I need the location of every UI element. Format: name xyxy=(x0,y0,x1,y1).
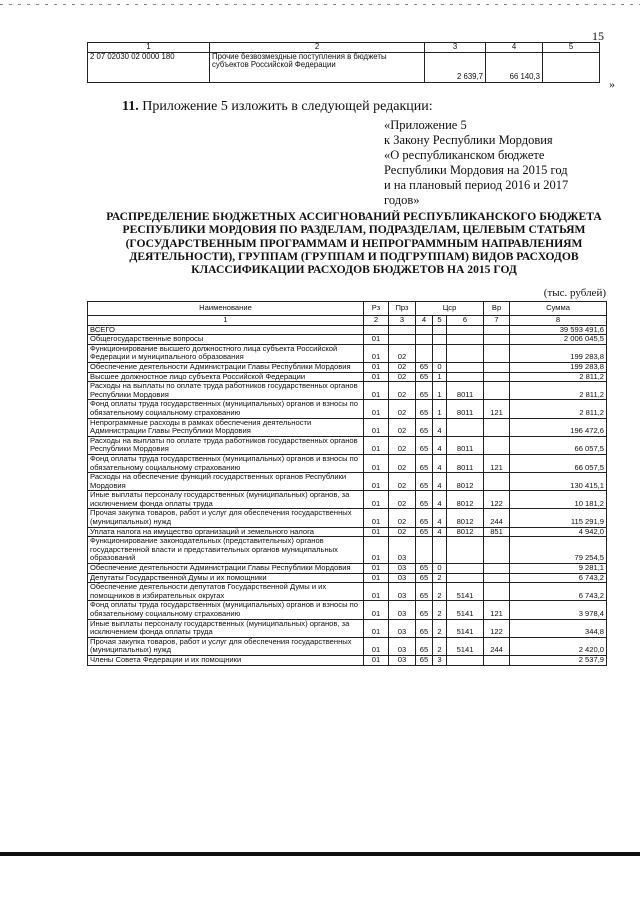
row-csr-program: 65 xyxy=(416,362,433,372)
row-vr: 121 xyxy=(484,454,510,472)
row-sum: 199 283,8 xyxy=(510,362,607,372)
row-name: Функционирование законодательных (представительных) органов государственной власти и представительных органов муниципальных образований xyxy=(88,537,364,564)
row-rz: 01 xyxy=(364,372,389,382)
header-sum: Сумма xyxy=(510,302,607,316)
row-name: Высшее должностное лицо субъекта Российской Федерации xyxy=(88,372,364,382)
row-csr-direction: 5141 xyxy=(447,637,484,655)
section-number: 11. xyxy=(122,99,139,114)
row-prz: 02 xyxy=(389,527,416,537)
row-prz: 02 xyxy=(389,473,416,491)
row-csr-direction: 5141 xyxy=(447,601,484,619)
row-prz: 02 xyxy=(389,454,416,472)
table-row xyxy=(88,619,607,637)
row-csr-direction: 8012 xyxy=(447,509,484,527)
row-rz: 01 xyxy=(364,454,389,472)
row-sum: 344,8 xyxy=(510,619,607,637)
row-sum: 4 942,0 xyxy=(510,527,607,537)
row-name: Фонд оплаты труда государственных (муниципальных) органов и взносы по обязательному социальному страхованию xyxy=(88,601,364,619)
row-csr-subprogram: 4 xyxy=(433,418,447,436)
table-row xyxy=(88,655,607,665)
section-heading xyxy=(122,99,433,115)
row-csr-subprogram: 4 xyxy=(433,436,447,454)
row-prz: 02 xyxy=(389,382,416,400)
row-csr-direction: 8012 xyxy=(447,527,484,537)
row-rz: 01 xyxy=(364,619,389,637)
row-csr-direction: 8011 xyxy=(447,382,484,400)
row-prz: 02 xyxy=(389,344,416,362)
row-csr-subprogram xyxy=(433,344,447,362)
row-sum: 66 057,5 xyxy=(510,436,607,454)
row-csr-program xyxy=(416,325,433,335)
row-vr xyxy=(484,335,510,345)
row-csr-program: 65 xyxy=(416,573,433,583)
row-vr xyxy=(484,583,510,601)
row-csr-subprogram: 4 xyxy=(433,473,447,491)
row-sum: 66 057,5 xyxy=(510,454,607,472)
row-prz: 03 xyxy=(389,655,416,665)
row-csr-program: 65 xyxy=(416,527,433,537)
table-number-row xyxy=(88,316,607,326)
row-rz: 01 xyxy=(364,362,389,372)
row-vr: 122 xyxy=(484,619,510,637)
top-row-col3: 2 639,7 xyxy=(425,52,486,82)
row-csr-program: 65 xyxy=(416,454,433,472)
row-prz: 02 xyxy=(389,491,416,509)
row-rz: 01 xyxy=(364,655,389,665)
page-number: 15 xyxy=(592,29,604,43)
row-vr xyxy=(484,344,510,362)
row-csr-program: 65 xyxy=(416,372,433,382)
row-vr xyxy=(484,418,510,436)
table-row xyxy=(88,537,607,564)
row-rz: 01 xyxy=(364,573,389,583)
row-sum: 39 593 491,6 xyxy=(510,325,607,335)
header-csr: Цср xyxy=(416,302,484,316)
row-sum: 10 181,2 xyxy=(510,491,607,509)
top-table xyxy=(87,42,600,83)
row-csr-program: 65 xyxy=(416,382,433,400)
table-row xyxy=(88,509,607,527)
top-row-code: 2 07 02030 02 0000 180 xyxy=(88,52,210,82)
row-prz: 02 xyxy=(389,372,416,382)
row-csr-subprogram: 2 xyxy=(433,573,447,583)
appendix-reference: «Приложение 5 к Закону Республики Мордовия «О республиканском бюджете Республики Мордовия на 2015 год и на плановый период 2016 и 2017 годов» xyxy=(384,118,569,207)
row-prz: 03 xyxy=(389,564,416,574)
row-prz: 02 xyxy=(389,362,416,372)
table-row xyxy=(88,362,607,372)
column-number: 3 xyxy=(389,316,416,326)
row-csr-subprogram: 2 xyxy=(433,619,447,637)
row-prz xyxy=(389,325,416,335)
table-row xyxy=(88,564,607,574)
table-row xyxy=(88,601,607,619)
row-vr xyxy=(484,362,510,372)
table-row xyxy=(88,344,607,362)
row-csr-subprogram: 0 xyxy=(433,564,447,574)
table-row xyxy=(88,325,607,335)
row-name: Прочая закупка товаров, работ и услуг для обеспечения государственных (муниципальных) нужд xyxy=(88,509,364,527)
table-row xyxy=(88,573,607,583)
column-number: 8 xyxy=(510,316,607,326)
row-csr-subprogram: 4 xyxy=(433,491,447,509)
row-csr-program: 65 xyxy=(416,436,433,454)
row-prz: 03 xyxy=(389,583,416,601)
row-sum: 2 420,0 xyxy=(510,637,607,655)
table-row xyxy=(88,418,607,436)
row-prz: 02 xyxy=(389,436,416,454)
section-text: Приложение 5 изложить в следующей редакции: xyxy=(142,99,433,114)
row-csr-direction xyxy=(447,564,484,574)
row-vr xyxy=(484,564,510,574)
row-sum: 199 283,8 xyxy=(510,344,607,362)
row-sum: 6 743,2 xyxy=(510,583,607,601)
row-prz xyxy=(389,335,416,345)
column-number: 5 xyxy=(433,316,447,326)
row-rz: 01 xyxy=(364,473,389,491)
row-name: Расходы на выплаты по оплате труда работников государственных органов Республики Мордовия xyxy=(88,382,364,400)
row-prz: 03 xyxy=(389,619,416,637)
row-vr xyxy=(484,382,510,400)
top-header-cell: 4 xyxy=(486,43,543,53)
column-number: 1 xyxy=(88,316,364,326)
table-row xyxy=(88,335,607,345)
table-row xyxy=(88,527,607,537)
row-prz: 02 xyxy=(389,418,416,436)
table-row xyxy=(88,400,607,418)
row-csr-program: 65 xyxy=(416,583,433,601)
row-csr-program: 65 xyxy=(416,564,433,574)
row-rz: 01 xyxy=(364,601,389,619)
row-vr: 121 xyxy=(484,400,510,418)
bottom-rule xyxy=(0,852,640,856)
row-rz: 01 xyxy=(364,583,389,601)
table-row xyxy=(88,382,607,400)
row-csr-program xyxy=(416,335,433,345)
row-csr-program: 65 xyxy=(416,637,433,655)
row-rz: 01 xyxy=(364,382,389,400)
row-csr-subprogram: 4 xyxy=(433,509,447,527)
row-vr xyxy=(484,655,510,665)
row-csr-subprogram: 4 xyxy=(433,527,447,537)
row-name: Депутаты Государственной Думы и их помощники xyxy=(88,573,364,583)
row-csr-direction xyxy=(447,335,484,345)
row-rz: 01 xyxy=(364,436,389,454)
table-row xyxy=(88,491,607,509)
row-prz: 03 xyxy=(389,637,416,655)
row-rz: 01 xyxy=(364,637,389,655)
row-rz: 01 xyxy=(364,335,389,345)
row-csr-direction: 5141 xyxy=(447,583,484,601)
scan-top-edge xyxy=(0,4,640,5)
row-csr-subprogram: 3 xyxy=(433,655,447,665)
row-csr-direction: 8011 xyxy=(447,400,484,418)
row-prz: 03 xyxy=(389,601,416,619)
row-vr: 122 xyxy=(484,491,510,509)
row-csr-subprogram: 2 xyxy=(433,601,447,619)
row-csr-program: 65 xyxy=(416,473,433,491)
header-prz: Прз xyxy=(389,302,416,316)
row-sum: 6 743,2 xyxy=(510,573,607,583)
top-header-cell: 5 xyxy=(543,43,600,53)
row-name: Функционирование высшего должностного лица субъекта Российской Федерации и муниципального образования xyxy=(88,344,364,362)
table-row xyxy=(88,454,607,472)
column-number: 4 xyxy=(416,316,433,326)
row-csr-program: 65 xyxy=(416,601,433,619)
row-sum: 9 281,1 xyxy=(510,564,607,574)
budget-rows xyxy=(88,325,607,665)
row-csr-direction xyxy=(447,362,484,372)
row-name: Иные выплаты персоналу государственных (муниципальных) органов, за исключением фонда оплаты труда xyxy=(88,619,364,637)
top-header-cell: 1 xyxy=(88,43,210,53)
row-rz: 01 xyxy=(364,509,389,527)
header-name: Наименование xyxy=(88,302,364,316)
row-rz: 01 xyxy=(364,344,389,362)
row-name: Прочая закупка товаров, работ и услуг для обеспечения государственных (муниципальных) нужд xyxy=(88,637,364,655)
row-sum: 2 811,2 xyxy=(510,382,607,400)
row-csr-program: 65 xyxy=(416,619,433,637)
row-vr xyxy=(484,537,510,564)
table-row xyxy=(88,372,607,382)
row-sum: 79 254,5 xyxy=(510,537,607,564)
row-csr-subprogram xyxy=(433,335,447,345)
row-rz: 01 xyxy=(364,491,389,509)
table-header-row xyxy=(88,302,607,316)
header-vr: Вр xyxy=(484,302,510,316)
row-vr: 851 xyxy=(484,527,510,537)
row-name: Расходы на выплаты по оплате труда работников государственных органов Республики Мордовия xyxy=(88,436,364,454)
row-csr-direction xyxy=(447,372,484,382)
top-header-cell: 2 xyxy=(210,43,425,53)
row-vr: 244 xyxy=(484,637,510,655)
row-csr-program xyxy=(416,344,433,362)
top-table-row xyxy=(88,52,600,82)
top-row-name: Прочие безвозмездные поступления в бюджеты субъектов Российской Федерации xyxy=(210,52,425,82)
row-sum: 115 291,9 xyxy=(510,509,607,527)
row-vr xyxy=(484,573,510,583)
top-table-header xyxy=(88,43,600,53)
row-csr-direction xyxy=(447,537,484,564)
row-csr-direction xyxy=(447,573,484,583)
column-number: 7 xyxy=(484,316,510,326)
row-csr-program: 65 xyxy=(416,418,433,436)
row-csr-subprogram: 4 xyxy=(433,454,447,472)
row-csr-program xyxy=(416,537,433,564)
row-vr xyxy=(484,436,510,454)
row-csr-program: 65 xyxy=(416,509,433,527)
row-name: Обеспечение деятельности депутатов Государственной Думы и их помощников в избирательных округах xyxy=(88,583,364,601)
top-row-col5 xyxy=(543,52,600,82)
row-rz: 01 xyxy=(364,537,389,564)
table-row xyxy=(88,583,607,601)
row-vr: 244 xyxy=(484,509,510,527)
row-csr-program: 65 xyxy=(416,400,433,418)
row-name: Уплата налога на имущество организаций и земельного налога xyxy=(88,527,364,537)
row-prz: 02 xyxy=(389,400,416,418)
row-name: Непрограммные расходы в рамках обеспечения деятельности Администрации Главы Республики Мордовия xyxy=(88,418,364,436)
closing-quote: » xyxy=(609,77,615,91)
row-prz: 03 xyxy=(389,537,416,564)
row-csr-direction: 5141 xyxy=(447,619,484,637)
row-rz xyxy=(364,325,389,335)
row-csr-subprogram: 2 xyxy=(433,583,447,601)
row-name: ВСЕГО xyxy=(88,325,364,335)
top-row-col4: 66 140,3 xyxy=(486,52,543,82)
row-name: Обеспечение деятельности Администрации Главы Республики Мордовия xyxy=(88,362,364,372)
document-title: РАСПРЕДЕЛЕНИЕ БЮДЖЕТНЫХ АССИГНОВАНИЙ РЕСПУБЛИКАНСКОГО БЮДЖЕТА РЕСПУБЛИКИ МОРДОВИЯ ПО РАЗДЕЛАМ, ПОДРАЗДЕЛАМ, ЦЕЛЕВЫМ СТАТЬЯМ (ГОСУДАРСТВЕННЫМ ПРОГРАММАМ И НЕПРОГРАММНЫМ НАПРАВЛЕНИЯМ ДЕЯТЕЛЬНОСТИ), ГРУППАМ (ГРУППАМ И ПОДГРУППАМ) ВИДОВ РАСХОДОВ КЛАССИФИКАЦИИ РАСХОДОВ БЮДЖЕТОВ НА 2015 ГОД xyxy=(106,210,602,277)
row-name: Расходы на обеспечение функций государственных органов Республики Мордовия xyxy=(88,473,364,491)
row-name: Общегосударственные вопросы xyxy=(88,335,364,345)
row-csr-subprogram xyxy=(433,325,447,335)
row-rz: 01 xyxy=(364,564,389,574)
row-csr-direction xyxy=(447,655,484,665)
budget-table xyxy=(87,301,607,666)
row-csr-subprogram: 1 xyxy=(433,400,447,418)
row-sum: 196 472,6 xyxy=(510,418,607,436)
row-prz: 03 xyxy=(389,573,416,583)
row-name: Иные выплаты персоналу государственных (муниципальных) органов, за исключением фонда оплаты труда xyxy=(88,491,364,509)
row-sum: 2 811,2 xyxy=(510,400,607,418)
row-name: Обеспечение деятельности Администрации Главы Республики Мордовия xyxy=(88,564,364,574)
row-sum: 2 537,9 xyxy=(510,655,607,665)
row-rz: 01 xyxy=(364,418,389,436)
row-csr-program: 65 xyxy=(416,655,433,665)
row-csr-subprogram: 0 xyxy=(433,362,447,372)
row-csr-direction xyxy=(447,418,484,436)
row-sum: 2 006 045,5 xyxy=(510,335,607,345)
row-csr-direction: 8012 xyxy=(447,473,484,491)
row-sum: 2 811,2 xyxy=(510,372,607,382)
table-row xyxy=(88,436,607,454)
row-csr-program: 65 xyxy=(416,491,433,509)
units-label: (тыс. рублей) xyxy=(543,287,606,299)
row-vr xyxy=(484,473,510,491)
row-prz: 02 xyxy=(389,509,416,527)
table-row xyxy=(88,637,607,655)
row-csr-subprogram: 1 xyxy=(433,382,447,400)
row-vr xyxy=(484,325,510,335)
column-number: 2 xyxy=(364,316,389,326)
row-vr xyxy=(484,372,510,382)
row-csr-subprogram: 1 xyxy=(433,372,447,382)
row-csr-subprogram xyxy=(433,537,447,564)
row-name: Фонд оплаты труда государственных (муниципальных) органов и взносы по обязательному социальному страхованию xyxy=(88,454,364,472)
header-rz: Рз xyxy=(364,302,389,316)
row-name: Члены Совета Федерации и их помощники xyxy=(88,655,364,665)
row-csr-direction xyxy=(447,325,484,335)
row-sum: 130 415,1 xyxy=(510,473,607,491)
table-row xyxy=(88,473,607,491)
row-csr-subprogram: 2 xyxy=(433,637,447,655)
row-rz: 01 xyxy=(364,400,389,418)
row-csr-direction: 8011 xyxy=(447,436,484,454)
row-csr-direction xyxy=(447,344,484,362)
row-sum: 3 978,4 xyxy=(510,601,607,619)
row-vr: 121 xyxy=(484,601,510,619)
top-header-cell: 3 xyxy=(425,43,486,53)
row-csr-direction: 8012 xyxy=(447,491,484,509)
row-csr-direction: 8011 xyxy=(447,454,484,472)
row-rz: 01 xyxy=(364,527,389,537)
column-number: 6 xyxy=(447,316,484,326)
row-name: Фонд оплаты труда государственных (муниципальных) органов и взносы по обязательному социальному страхованию xyxy=(88,400,364,418)
